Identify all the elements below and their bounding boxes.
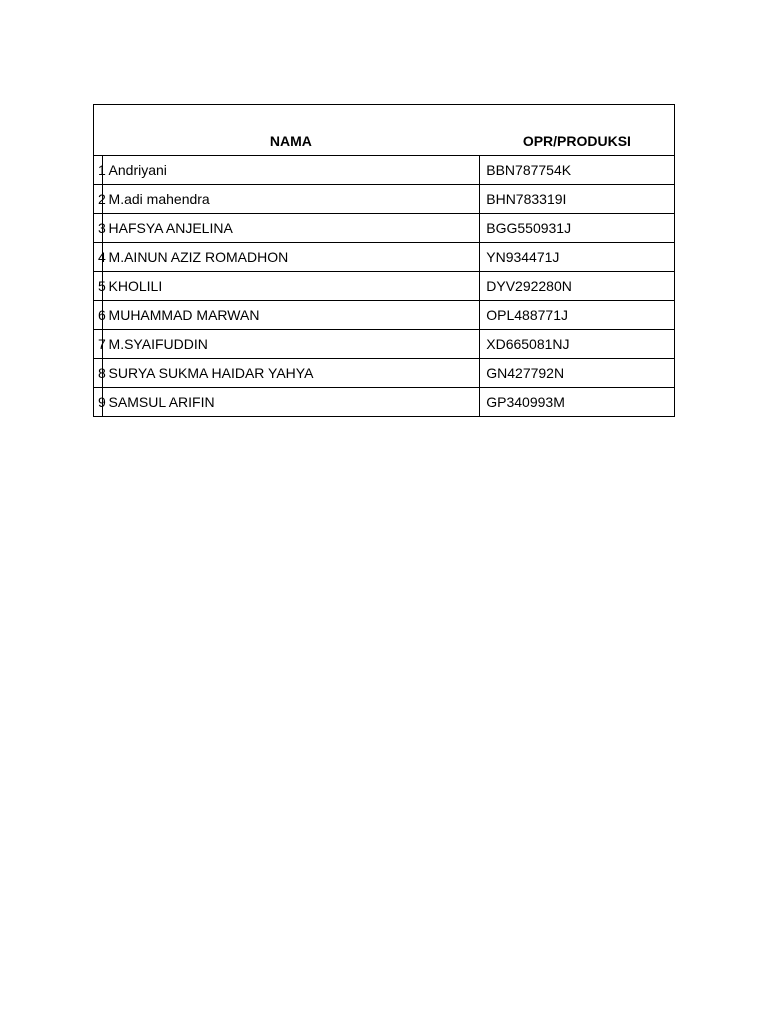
- table-row: [94, 156, 675, 185]
- row-number: 7: [94, 330, 103, 359]
- employee-table: [93, 104, 675, 417]
- row-name: HAFSYA ANJELINA: [102, 214, 480, 243]
- number-column-header: [94, 105, 103, 156]
- row-code: GP340993M: [480, 388, 675, 417]
- row-number: 3: [94, 214, 103, 243]
- row-code: GN427792N: [480, 359, 675, 388]
- row-name: M.SYAIFUDDIN: [102, 330, 480, 359]
- row-name: Andriyani: [102, 156, 480, 185]
- row-code: BHN783319I: [480, 185, 675, 214]
- row-code: YN934471J: [480, 243, 675, 272]
- table-row: [94, 185, 675, 214]
- row-name: SURYA SUKMA HAIDAR YAHYA: [102, 359, 480, 388]
- row-name: MUHAMMAD MARWAN: [102, 301, 480, 330]
- row-number: 9: [94, 388, 103, 417]
- row-code: DYV292280N: [480, 272, 675, 301]
- name-column-header: NAMA: [102, 105, 480, 156]
- table-row: [94, 359, 675, 388]
- table-row: [94, 301, 675, 330]
- row-number: 6: [94, 301, 103, 330]
- table-header-row: [94, 105, 675, 156]
- row-number: 8: [94, 359, 103, 388]
- row-number: 1: [94, 156, 103, 185]
- table-row: [94, 272, 675, 301]
- row-name: M.AINUN AZIZ ROMADHON: [102, 243, 480, 272]
- row-name: M.adi mahendra: [102, 185, 480, 214]
- row-code: BBN787754K: [480, 156, 675, 185]
- table-row: [94, 243, 675, 272]
- row-name: SAMSUL ARIFIN: [102, 388, 480, 417]
- code-column-header: OPR/PRODUKSI: [480, 105, 675, 156]
- table-row: [94, 330, 675, 359]
- row-number: 5: [94, 272, 103, 301]
- row-name: KHOLILI: [102, 272, 480, 301]
- row-code: BGG550931J: [480, 214, 675, 243]
- table-row: [94, 388, 675, 417]
- row-number: 2: [94, 185, 103, 214]
- row-number: 4: [94, 243, 103, 272]
- table-row: [94, 214, 675, 243]
- row-code: OPL488771J: [480, 301, 675, 330]
- row-code: XD665081NJ: [480, 330, 675, 359]
